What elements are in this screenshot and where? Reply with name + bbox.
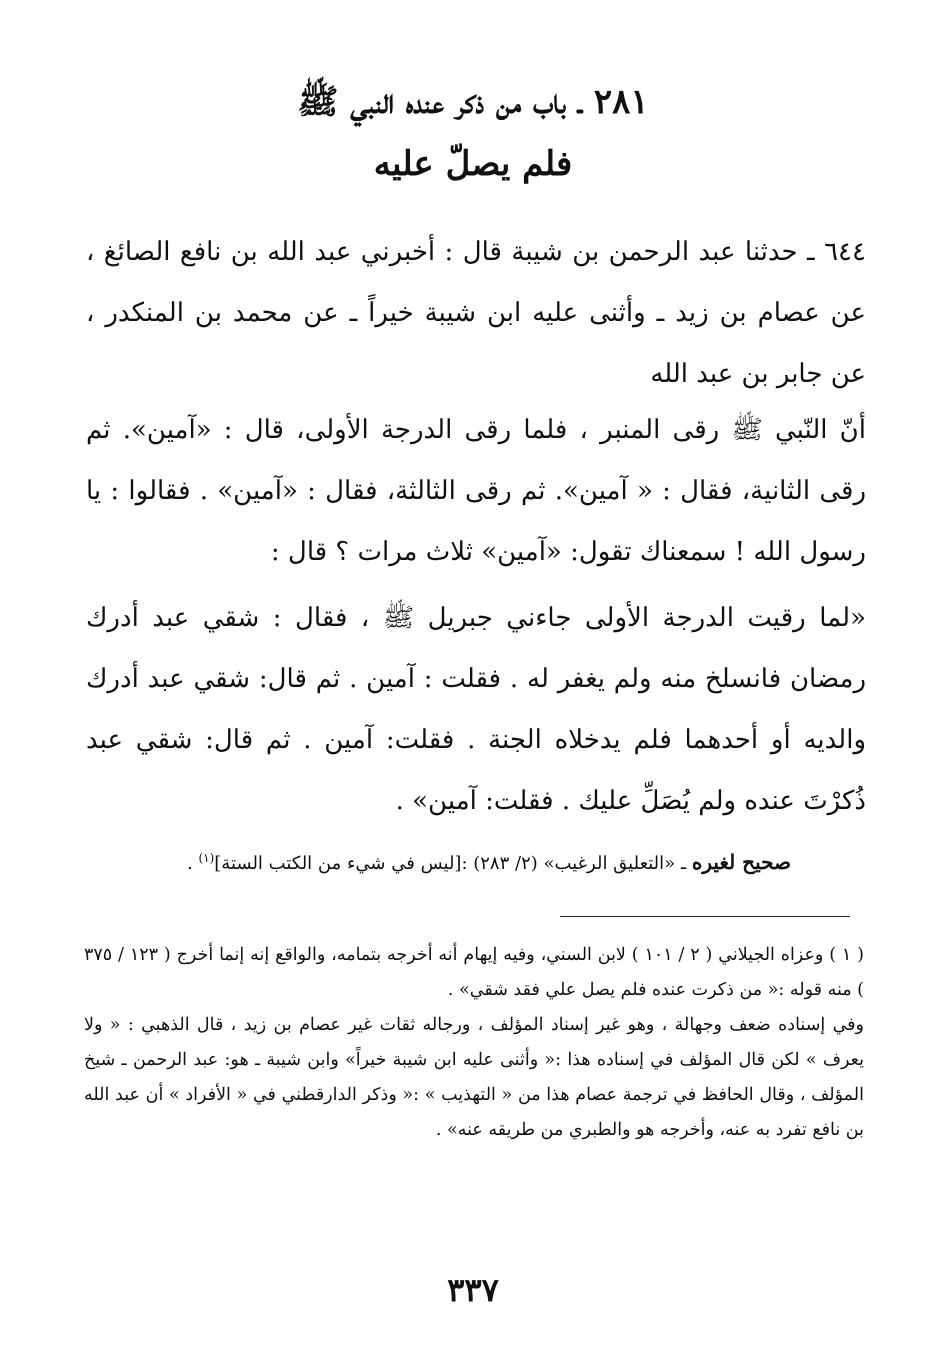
grading-label: صحيح لغيره xyxy=(691,850,791,874)
footnote-marker: (١) xyxy=(198,851,215,865)
grading-end: . xyxy=(187,853,199,874)
hadith-grading xyxy=(126,840,791,882)
footnote-separator xyxy=(560,916,850,917)
footnotes xyxy=(84,938,864,1148)
hadith-isnad-paragraph: ٦٤٤ ـ حدثنا عبد الرحمن بن شيبة قال : أخبرني عبد الله بن نافع الصائغ ، عن عصام بن زيد ـ وأثنى عليه ابن شيبة خيراً ـ عن محمد بن المنكدر ، عن جابر بن عبد الله xyxy=(86,237,866,389)
chapter-title: ٢٨١ ـ باب من ذكر عنده النبي ﷺ xyxy=(297,82,649,122)
footnote-line-1: ( ١ ) وعزاه الجيلاني ( ٢ / ١٠١ ) لابن السني، وفيه إيهام أنه أخرجه بتمامه، والواقع إنه إنما أخرج ( ١٢٣ / ٣٧٥ ) منه قوله :« من ذكرت عنده فلم يصل علي فقد شقي» . xyxy=(84,945,864,1000)
hadith-matn-paragraph: أنّ النّبي ﷺ رقى المنبر ، فلما رقى الدرجة الأولى، قال : «آمين». ثم رقى الثانية، فقال : « آمين». ثم رقى الثالثة، فقال : «آمين» . فقالوا : يا رسول الله ! سمعناك تقول: «آمين» ثلاث مرات ؟ قال : xyxy=(86,415,866,567)
page-number: ٣٣٧ xyxy=(447,1271,499,1309)
grading-reference: ـ «التعليق الرغيب» (٢/ ٢٨٣) :[ليس في شيء من الكتب الستة] xyxy=(214,853,692,874)
hadith-quote-paragraph: «لما رقيت الدرجة الأولى جاءني جبريل ﷺ ، فقال : شقي عبد أدرك رمضان فانسلخ منه ولم يغفر له . فقلت : آمين . ثم قال: شقي عبد أدرك والديه أو أحدهما فلم يدخلاه الجنة . فقلت: آمين . ثم قال: شقي عبد ذُكرْتَ عنده ولم يُصَلِّ عليك . فقلت: آمين» . xyxy=(86,603,866,816)
footnote-line-2: وفي إسناده ضعف وجهالة ، وهو غير إسناد المؤلف ، ورجاله ثقات غير عصام بن زيد ، قال الذهبي : « ولا يعرف » لكن قال المؤلف في إسناده هذا :« وأثنى عليه ابن شيبة خيراً» وابن شيبة ـ هو: عبد الرحمن ـ شيخ المؤلف ، وقال الحافظ في ترجمة عصام هذا من « التهذيب » :« وذكر الدارقطني في « الأفراد » أن عبد الله بن نافع تفرد به عنه، وأخرجه هو والطبري من طريقه عنه» . xyxy=(84,1015,864,1140)
chapter-subtitle: فلم يصلّ عليه xyxy=(373,144,573,184)
